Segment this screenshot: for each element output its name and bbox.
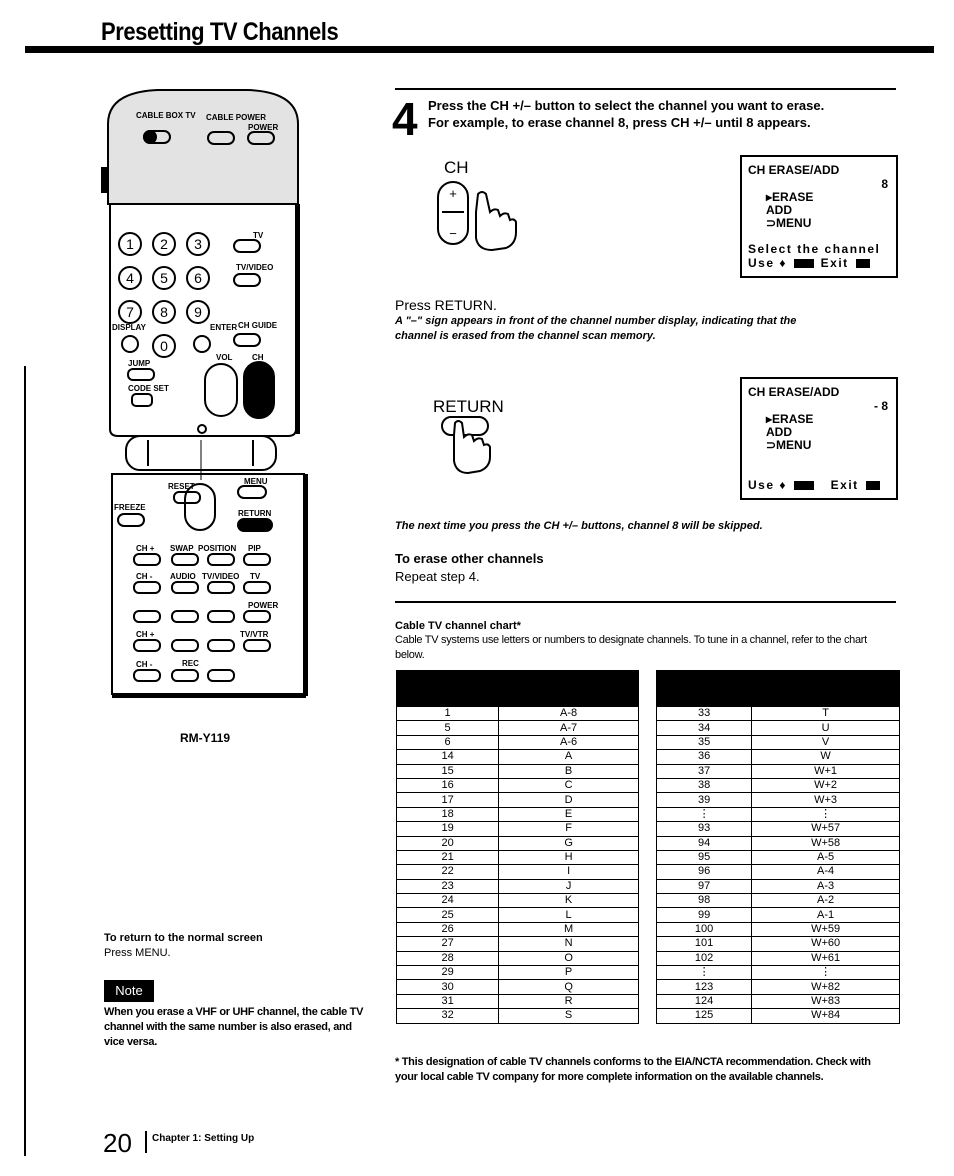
cable-channel-cell: W	[752, 750, 900, 764]
table-row	[657, 793, 900, 807]
osd-footer-use-exit-2	[748, 479, 882, 492]
channel-number-cell: 27	[397, 937, 499, 951]
table-row	[397, 807, 639, 821]
channel-number-cell: 25	[397, 908, 499, 922]
channel-number-cell: 35	[657, 735, 752, 749]
cable-channel-cell: A-5	[752, 850, 900, 864]
channel-number-cell: 125	[657, 1009, 752, 1023]
cable-channel-cell: J	[499, 879, 639, 893]
channel-number-cell: 23	[397, 879, 499, 893]
cable-channel-cell: G	[499, 836, 639, 850]
channel-number-cell: ⋮	[657, 966, 752, 980]
step-line-1: Press the CH +/– button to select the channel you want to erase.	[428, 98, 825, 113]
remote-top-cap	[108, 90, 298, 204]
label-tv-2: TV	[250, 572, 261, 581]
table-row	[657, 807, 900, 821]
label-power-2: POWER	[248, 601, 279, 610]
channel-number-cell: 28	[397, 951, 499, 965]
page-separator	[145, 1131, 147, 1153]
digit-9: 9	[194, 304, 202, 320]
step-instruction	[428, 97, 824, 131]
cable-channel-cell: W+1	[752, 764, 900, 778]
osd-erased-screen	[740, 377, 898, 500]
channel-number-cell: 16	[397, 778, 499, 792]
table-row	[657, 764, 900, 778]
table-row	[397, 951, 639, 965]
label-return: RETURN	[238, 509, 272, 518]
channel-number-cell: 33	[657, 707, 752, 721]
cable-channel-cell: C	[499, 778, 639, 792]
channel-number-cell: 24	[397, 894, 499, 908]
label-ch-plus: CH +	[136, 544, 155, 553]
channel-number-cell: 94	[657, 836, 752, 850]
cable-channel-cell: O	[499, 951, 639, 965]
ch-button-press-icon	[436, 178, 526, 258]
press-return-text: Press RETURN.	[395, 297, 497, 313]
page-title: Presetting TV Channels	[101, 18, 339, 46]
channel-number-cell: 30	[397, 980, 499, 994]
cable-chart-text: Cable TV systems use letters or numbers to designate channels. To tune in a channel, refer to the chart below.	[395, 634, 867, 661]
osd-footer-exit: Exit	[820, 256, 849, 270]
label-tv-vtr: TV/VTR	[240, 630, 269, 639]
channel-number-cell: 22	[397, 865, 499, 879]
channel-number-cell: 124	[657, 994, 752, 1008]
cable-channel-cell: Q	[499, 980, 639, 994]
table-row	[657, 879, 900, 893]
table-row	[657, 822, 900, 836]
osd-footer-use-2: Use ♦	[748, 478, 787, 492]
label-ch-plus-2: CH +	[136, 630, 155, 639]
table-row	[657, 707, 900, 721]
channel-number-cell: 15	[397, 764, 499, 778]
channel-number-cell: 17	[397, 793, 499, 807]
cable-channel-cell: V	[752, 735, 900, 749]
channel-number-cell: 29	[397, 966, 499, 980]
table-row	[397, 865, 639, 879]
return-normal-text: Press MENU.	[104, 947, 171, 959]
osd-channel-number: 8	[881, 177, 888, 191]
channel-number-cell: 14	[397, 750, 499, 764]
cable-channel-cell: W+2	[752, 778, 900, 792]
svg-text:+: +	[449, 186, 457, 201]
osd-header-2: CH ERASE/ADD	[748, 385, 840, 399]
page-number: 20	[103, 1128, 132, 1158]
digit-0: 0	[160, 338, 168, 354]
channel-number-cell: 5	[397, 721, 499, 735]
table-row	[657, 937, 900, 951]
cable-chart-heading: Cable TV channel chart*	[395, 620, 521, 632]
cable-channel-cell: W+3	[752, 793, 900, 807]
label-menu: MENU	[244, 477, 268, 486]
cable-chart-footnote: * This designation of cable TV channels conforms to the EIA/NCTA recommendation. Check with your local cable TV company for more complete information on the available channels.	[395, 1056, 871, 1083]
remote-model-label: RM-Y119	[180, 731, 231, 745]
table-row	[397, 793, 639, 807]
step-number: 4	[392, 93, 418, 145]
channel-number-cell: 36	[657, 750, 752, 764]
enter-key-icon-2	[794, 481, 814, 490]
channel-number-cell: 37	[657, 764, 752, 778]
cable-channel-cell: W+84	[752, 1009, 900, 1023]
osd-erase-add-screen	[740, 155, 898, 278]
channel-number-cell: 1	[397, 707, 499, 721]
cable-channel-cell: A-7	[499, 721, 639, 735]
channel-number-cell: 18	[397, 807, 499, 821]
osd-menu-menu-2: ⊃MENU	[766, 438, 812, 452]
table-row	[657, 922, 900, 936]
right-header-cell-1	[657, 671, 752, 707]
osd-menu-add: ADD	[766, 203, 792, 217]
svg-text:−: −	[449, 226, 457, 241]
osd-header: CH ERASE/ADD	[748, 163, 840, 177]
cable-channel-cell: H	[499, 850, 639, 864]
cable-channel-cell: W+82	[752, 980, 900, 994]
channel-number-cell: 31	[397, 994, 499, 1008]
cable-channel-cell: U	[752, 721, 900, 735]
channel-number-cell: 38	[657, 778, 752, 792]
channel-number-cell: 93	[657, 822, 752, 836]
label-tv: TV	[253, 231, 264, 240]
channel-number-cell: 32	[397, 1009, 499, 1023]
table-row	[397, 850, 639, 864]
cable-channel-cell: A	[499, 750, 639, 764]
cable-channel-cell: D	[499, 793, 639, 807]
table-row	[397, 966, 639, 980]
digit-4: 4	[126, 270, 134, 286]
remote-side-button	[102, 168, 108, 192]
table-row	[657, 980, 900, 994]
digit-5: 5	[160, 270, 168, 286]
cable-channel-cell: W+60	[752, 937, 900, 951]
menu-key-icon	[856, 259, 870, 268]
osd-menu-erase: ▸ERASE	[766, 190, 814, 204]
table-row	[657, 721, 900, 735]
table-row	[657, 850, 900, 864]
step-line-2: For example, to erase channel 8, press CH +/– until 8 appears.	[428, 115, 811, 130]
table-row	[657, 750, 900, 764]
osd-footer-use: Use ♦	[748, 256, 787, 270]
channel-number-cell: 39	[657, 793, 752, 807]
remote-illustration	[98, 84, 320, 714]
digit-1: 1	[126, 236, 134, 252]
channel-number-cell: 98	[657, 894, 752, 908]
cable-channel-cell: N	[499, 937, 639, 951]
cable-channel-cell: K	[499, 894, 639, 908]
table-row	[657, 735, 900, 749]
channel-number-cell: 20	[397, 836, 499, 850]
osd-footer-select: Select the channel	[748, 242, 881, 256]
channel-number-cell: 95	[657, 850, 752, 864]
erase-other-heading: To erase other channels	[395, 551, 544, 566]
table-row	[397, 922, 639, 936]
label-cable-power: CABLE POWER	[206, 113, 266, 122]
menu-key-icon-2	[866, 481, 880, 490]
label-ch: CH	[252, 353, 264, 362]
channel-number-cell: 102	[657, 951, 752, 965]
label-vol: VOL	[216, 353, 233, 362]
label-swap: SWAP	[170, 544, 194, 553]
table-row	[397, 735, 639, 749]
channel-number-cell: 99	[657, 908, 752, 922]
step-rule	[395, 88, 896, 90]
cable-channel-cell: W+58	[752, 836, 900, 850]
digit-8: 8	[160, 304, 168, 320]
table-row	[397, 822, 639, 836]
label-freeze: FREEZE	[114, 503, 146, 512]
table-row	[397, 764, 639, 778]
table-row	[397, 980, 639, 994]
ch-button-label: CH	[444, 158, 469, 177]
table-row	[657, 908, 900, 922]
digit-6: 6	[194, 270, 202, 286]
margin-bar	[24, 366, 26, 1156]
cable-channel-cell: A-1	[752, 908, 900, 922]
channel-rocker-icon	[244, 362, 274, 418]
label-reset: RESET	[168, 482, 195, 491]
label-ch-guide: CH GUIDE	[238, 321, 278, 330]
table-row	[397, 750, 639, 764]
table-row	[397, 994, 639, 1008]
label-tv-video-2: TV/VIDEO	[202, 572, 240, 581]
label-cable-box-tv: CABLE BOX TV	[136, 111, 196, 120]
skip-note: The next time you press the CH +/– buttons, channel 8 will be skipped.	[395, 520, 763, 532]
osd-channel-number-2: - 8	[873, 399, 888, 413]
table-row	[397, 894, 639, 908]
table-row	[657, 951, 900, 965]
table-row	[657, 894, 900, 908]
osd-menu-menu: ⊃MENU	[766, 216, 812, 230]
title-rule	[25, 46, 934, 53]
return-normal-heading: To return to the normal screen	[104, 932, 263, 944]
return-button-press-icon	[440, 415, 500, 485]
erase-other-text: Repeat step 4.	[395, 569, 480, 584]
cable-channel-cell: A-3	[752, 879, 900, 893]
channel-number-cell: 123	[657, 980, 752, 994]
channel-number-cell: ⋮	[657, 807, 752, 821]
cable-chart-right-table	[656, 670, 900, 1024]
right-header-cell-2	[752, 671, 900, 707]
volume-rocker-icon	[205, 364, 237, 416]
cable-channel-cell: R	[499, 994, 639, 1008]
cable-channel-cell: W+61	[752, 951, 900, 965]
return-button-label: RETURN	[433, 397, 504, 416]
label-enter: ENTER	[210, 323, 238, 332]
chapter-label: Chapter 1: Setting Up	[152, 1133, 255, 1144]
section-rule	[395, 601, 896, 603]
table-row	[397, 1009, 639, 1023]
label-jump: JUMP	[128, 359, 151, 368]
label-audio: AUDIO	[170, 572, 196, 581]
channel-number-cell: 34	[657, 721, 752, 735]
note-label: Note	[104, 980, 154, 1002]
label-ch-minus: CH -	[136, 572, 153, 581]
cable-channel-cell: W+83	[752, 994, 900, 1008]
channel-number-cell: 26	[397, 922, 499, 936]
cable-channel-cell: P	[499, 966, 639, 980]
cable-channel-cell: A-4	[752, 865, 900, 879]
cable-channel-cell: L	[499, 908, 639, 922]
cable-channel-cell: M	[499, 922, 639, 936]
cable-channel-cell: F	[499, 822, 639, 836]
digit-3: 3	[194, 236, 202, 252]
osd-menu-erase-2: ▸ERASE	[766, 412, 814, 426]
label-position: POSITION	[198, 544, 237, 553]
digit-2: 2	[160, 236, 168, 252]
enter-key-icon	[794, 259, 814, 268]
label-ch-minus-2: CH -	[136, 660, 153, 669]
digit-7: 7	[126, 304, 134, 320]
cable-channel-cell: S	[499, 1009, 639, 1023]
channel-number-cell: 101	[657, 937, 752, 951]
table-row	[397, 836, 639, 850]
cable-channel-cell: ⋮	[752, 966, 900, 980]
label-rec: REC	[182, 659, 199, 668]
erase-note: A "–" sign appears in front of the channel number display, indicating that the channel is erased from the channel scan memory.	[395, 315, 797, 342]
table-row	[657, 1009, 900, 1023]
label-power: POWER	[248, 123, 279, 132]
osd-menu-add-2: ADD	[766, 425, 792, 439]
cable-channel-cell: B	[499, 764, 639, 778]
osd-footer-use-exit	[748, 257, 872, 270]
table-row	[397, 707, 639, 721]
table-row	[657, 836, 900, 850]
cable-channel-cell: A-6	[499, 735, 639, 749]
cable-channel-cell: A-8	[499, 707, 639, 721]
label-code-set: CODE SET	[128, 384, 169, 393]
table-row	[657, 966, 900, 980]
label-pip: PIP	[248, 544, 261, 553]
table-row	[397, 778, 639, 792]
channel-number-cell: 19	[397, 822, 499, 836]
cable-channel-cell: I	[499, 865, 639, 879]
cable-channel-cell: A-2	[752, 894, 900, 908]
label-tv-video: TV/VIDEO	[236, 263, 274, 272]
table-row	[397, 908, 639, 922]
table-row	[657, 994, 900, 1008]
cable-channel-cell: E	[499, 807, 639, 821]
channel-number-cell: 100	[657, 922, 752, 936]
table-row	[397, 721, 639, 735]
cable-channel-cell: W+57	[752, 822, 900, 836]
channel-number-cell: 6	[397, 735, 499, 749]
table-row	[397, 937, 639, 951]
cable-chart-left-table	[396, 670, 639, 1024]
channel-number-cell: 97	[657, 879, 752, 893]
cable-channel-cell: T	[752, 707, 900, 721]
cable-channel-cell: ⋮	[752, 807, 900, 821]
label-display: DISPLAY	[112, 323, 146, 332]
cable-channel-cell: W+59	[752, 922, 900, 936]
channel-number-cell: 96	[657, 865, 752, 879]
note-text: When you erase a VHF or UHF channel, the cable TV channel with the same number is also erased, and vice versa.	[104, 1006, 364, 1048]
left-header-cell-2	[499, 671, 639, 707]
table-row	[657, 865, 900, 879]
table-row	[397, 879, 639, 893]
channel-number-cell: 21	[397, 850, 499, 864]
table-row	[657, 778, 900, 792]
osd-footer-exit-2: Exit	[830, 478, 859, 492]
left-header-cell-1	[397, 671, 499, 707]
